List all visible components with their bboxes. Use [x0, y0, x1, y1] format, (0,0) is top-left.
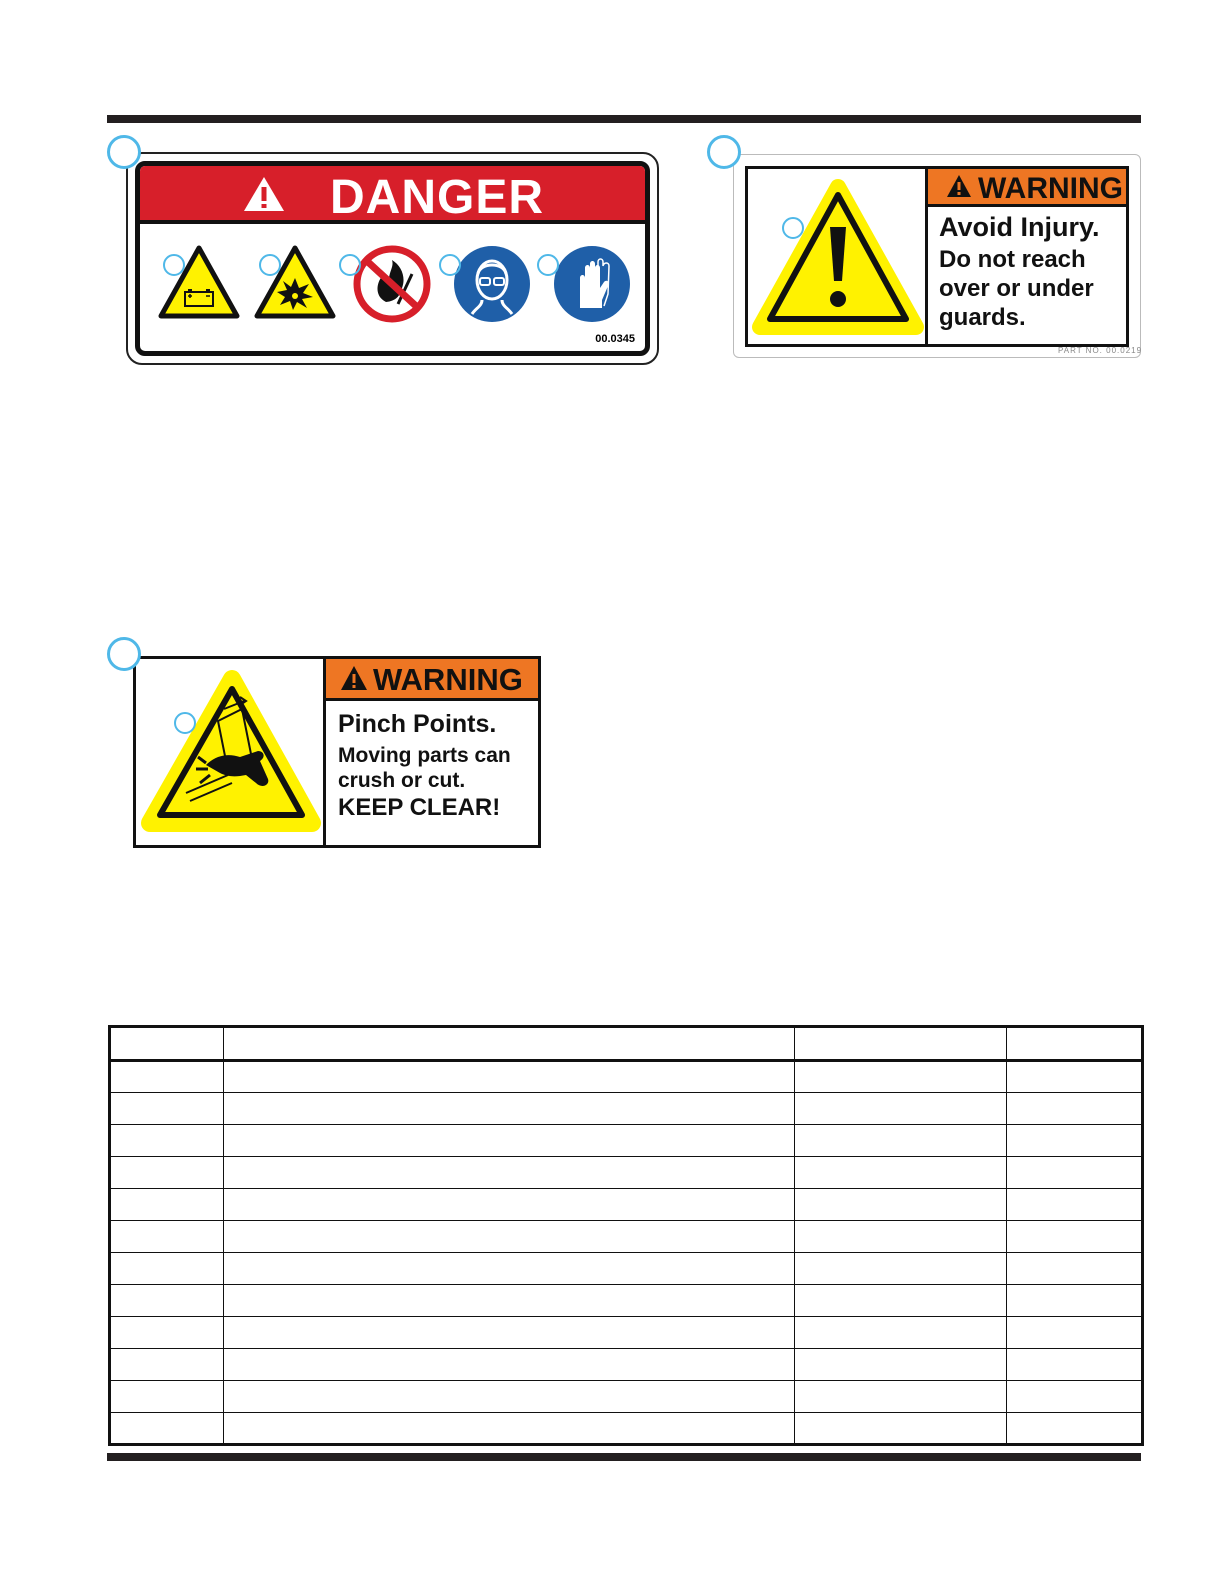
- table-cell: [224, 1093, 795, 1125]
- pinch-headline: Pinch Points.: [338, 710, 497, 738]
- table-row: [110, 1221, 1143, 1253]
- bottom-rule: [107, 1453, 1141, 1461]
- table-cell: [795, 1189, 1007, 1221]
- table-row: [110, 1189, 1143, 1221]
- table-cell: [1007, 1189, 1143, 1221]
- callout-decal-2: [707, 135, 741, 169]
- table-cell: [224, 1413, 795, 1445]
- table-row: [110, 1285, 1143, 1317]
- table-row: [110, 1125, 1143, 1157]
- pinch-signal-word: WARNING: [373, 662, 523, 697]
- table-cell: [110, 1413, 224, 1445]
- table-cell: [224, 1317, 795, 1349]
- table-cell: [795, 1157, 1007, 1189]
- table-cell: [795, 1381, 1007, 1413]
- callout-battery: [163, 254, 185, 276]
- wear-eye-protection-icon: [452, 244, 532, 324]
- callout-explosion: [259, 254, 281, 276]
- parts-table: [108, 1025, 1144, 1446]
- table-row: [110, 1317, 1143, 1349]
- danger-decal: [126, 152, 659, 365]
- warning-line-1: Do not reach: [939, 246, 1086, 274]
- table-cell: [1007, 1381, 1143, 1413]
- table-row: [110, 1157, 1143, 1189]
- exclamation-warning-icon: [748, 169, 928, 344]
- table-body: [110, 1061, 1143, 1445]
- table-header-cell: [1007, 1027, 1143, 1061]
- table-cell: [795, 1285, 1007, 1317]
- table-cell: [1007, 1061, 1143, 1093]
- table-cell: [224, 1061, 795, 1093]
- table-row: [110, 1381, 1143, 1413]
- callout-eye-protection: [439, 254, 461, 276]
- pinch-line-1: Moving parts can: [338, 744, 511, 767]
- table-cell: [110, 1253, 224, 1285]
- table-cell: [110, 1317, 224, 1349]
- callout-gloves: [537, 254, 559, 276]
- table-header-cell: [795, 1027, 1007, 1061]
- top-rule: [107, 115, 1141, 123]
- danger-part-number: 00.0345: [595, 333, 635, 345]
- alert-triangle-icon: [946, 174, 972, 198]
- avoid-injury-part-number: PART NO. 00.0219: [1058, 346, 1143, 355]
- no-open-flame-icon: [352, 244, 432, 324]
- table-cell: [1007, 1285, 1143, 1317]
- table-cell: [110, 1125, 224, 1157]
- callout-decal-1: [107, 135, 141, 169]
- callout-no-flame: [339, 254, 361, 276]
- table-cell: [795, 1317, 1007, 1349]
- table-cell: [1007, 1253, 1143, 1285]
- pinch-line-3: KEEP CLEAR!: [338, 794, 501, 822]
- callout-exclamation: [782, 217, 804, 239]
- table-cell: [224, 1285, 795, 1317]
- table-header-cell: [110, 1027, 224, 1061]
- table-cell: [1007, 1093, 1143, 1125]
- table-cell: [1007, 1317, 1143, 1349]
- avoid-injury-decal: [745, 166, 1129, 347]
- table-row: [110, 1253, 1143, 1285]
- table-cell: [110, 1157, 224, 1189]
- callout-decal-3: [107, 637, 141, 671]
- table-cell: [110, 1349, 224, 1381]
- table-cell: [224, 1349, 795, 1381]
- warning-symbol-panel: [748, 169, 928, 344]
- table-header-row: [110, 1027, 1143, 1061]
- table-cell: [1007, 1125, 1143, 1157]
- table-cell: [795, 1413, 1007, 1445]
- table-cell: [110, 1189, 224, 1221]
- pinch-points-decal: [133, 656, 541, 848]
- warning-headline: Avoid Injury.: [939, 212, 1100, 242]
- table-cell: [224, 1221, 795, 1253]
- table-cell: [110, 1093, 224, 1125]
- pinch-symbol-panel: [136, 659, 326, 845]
- danger-signal-word: DANGER: [330, 171, 545, 224]
- table-cell: [795, 1125, 1007, 1157]
- table-cell: [110, 1221, 224, 1253]
- table-row: [110, 1061, 1143, 1093]
- warning-line-3: guards.: [939, 303, 1026, 331]
- warning-message: [939, 211, 1129, 333]
- table-cell: [1007, 1221, 1143, 1253]
- table-cell: [795, 1221, 1007, 1253]
- table-cell: [224, 1189, 795, 1221]
- alert-triangle-icon: [242, 175, 286, 213]
- table-cell: [795, 1061, 1007, 1093]
- pinch-message: [338, 709, 538, 823]
- warning-signal-word: WARNING: [978, 172, 1123, 205]
- table-row: [110, 1413, 1143, 1445]
- table-cell: [795, 1253, 1007, 1285]
- table-cell: [224, 1381, 795, 1413]
- table-cell: [1007, 1349, 1143, 1381]
- table-cell: [1007, 1157, 1143, 1189]
- table-header-cell: [224, 1027, 795, 1061]
- danger-header: [140, 166, 645, 224]
- wear-gloves-icon: [552, 244, 632, 324]
- table-cell: [224, 1125, 795, 1157]
- pinch-warning-header: [326, 659, 538, 701]
- callout-pinch-symbol: [174, 712, 196, 734]
- pinch-line-2: crush or cut.: [338, 769, 466, 793]
- table-cell: [110, 1285, 224, 1317]
- table-row: [110, 1349, 1143, 1381]
- table-cell: [795, 1093, 1007, 1125]
- table-cell: [224, 1253, 795, 1285]
- pinch-point-warning-icon: [136, 659, 326, 845]
- warning-header: [928, 169, 1126, 207]
- table-cell: [224, 1157, 795, 1189]
- warning-line-2: over or under: [939, 275, 1094, 303]
- table-cell: [110, 1381, 224, 1413]
- table-row: [110, 1093, 1143, 1125]
- alert-triangle-icon: [340, 665, 368, 691]
- table-cell: [795, 1349, 1007, 1381]
- table-cell: [110, 1061, 224, 1093]
- table-cell: [1007, 1413, 1143, 1445]
